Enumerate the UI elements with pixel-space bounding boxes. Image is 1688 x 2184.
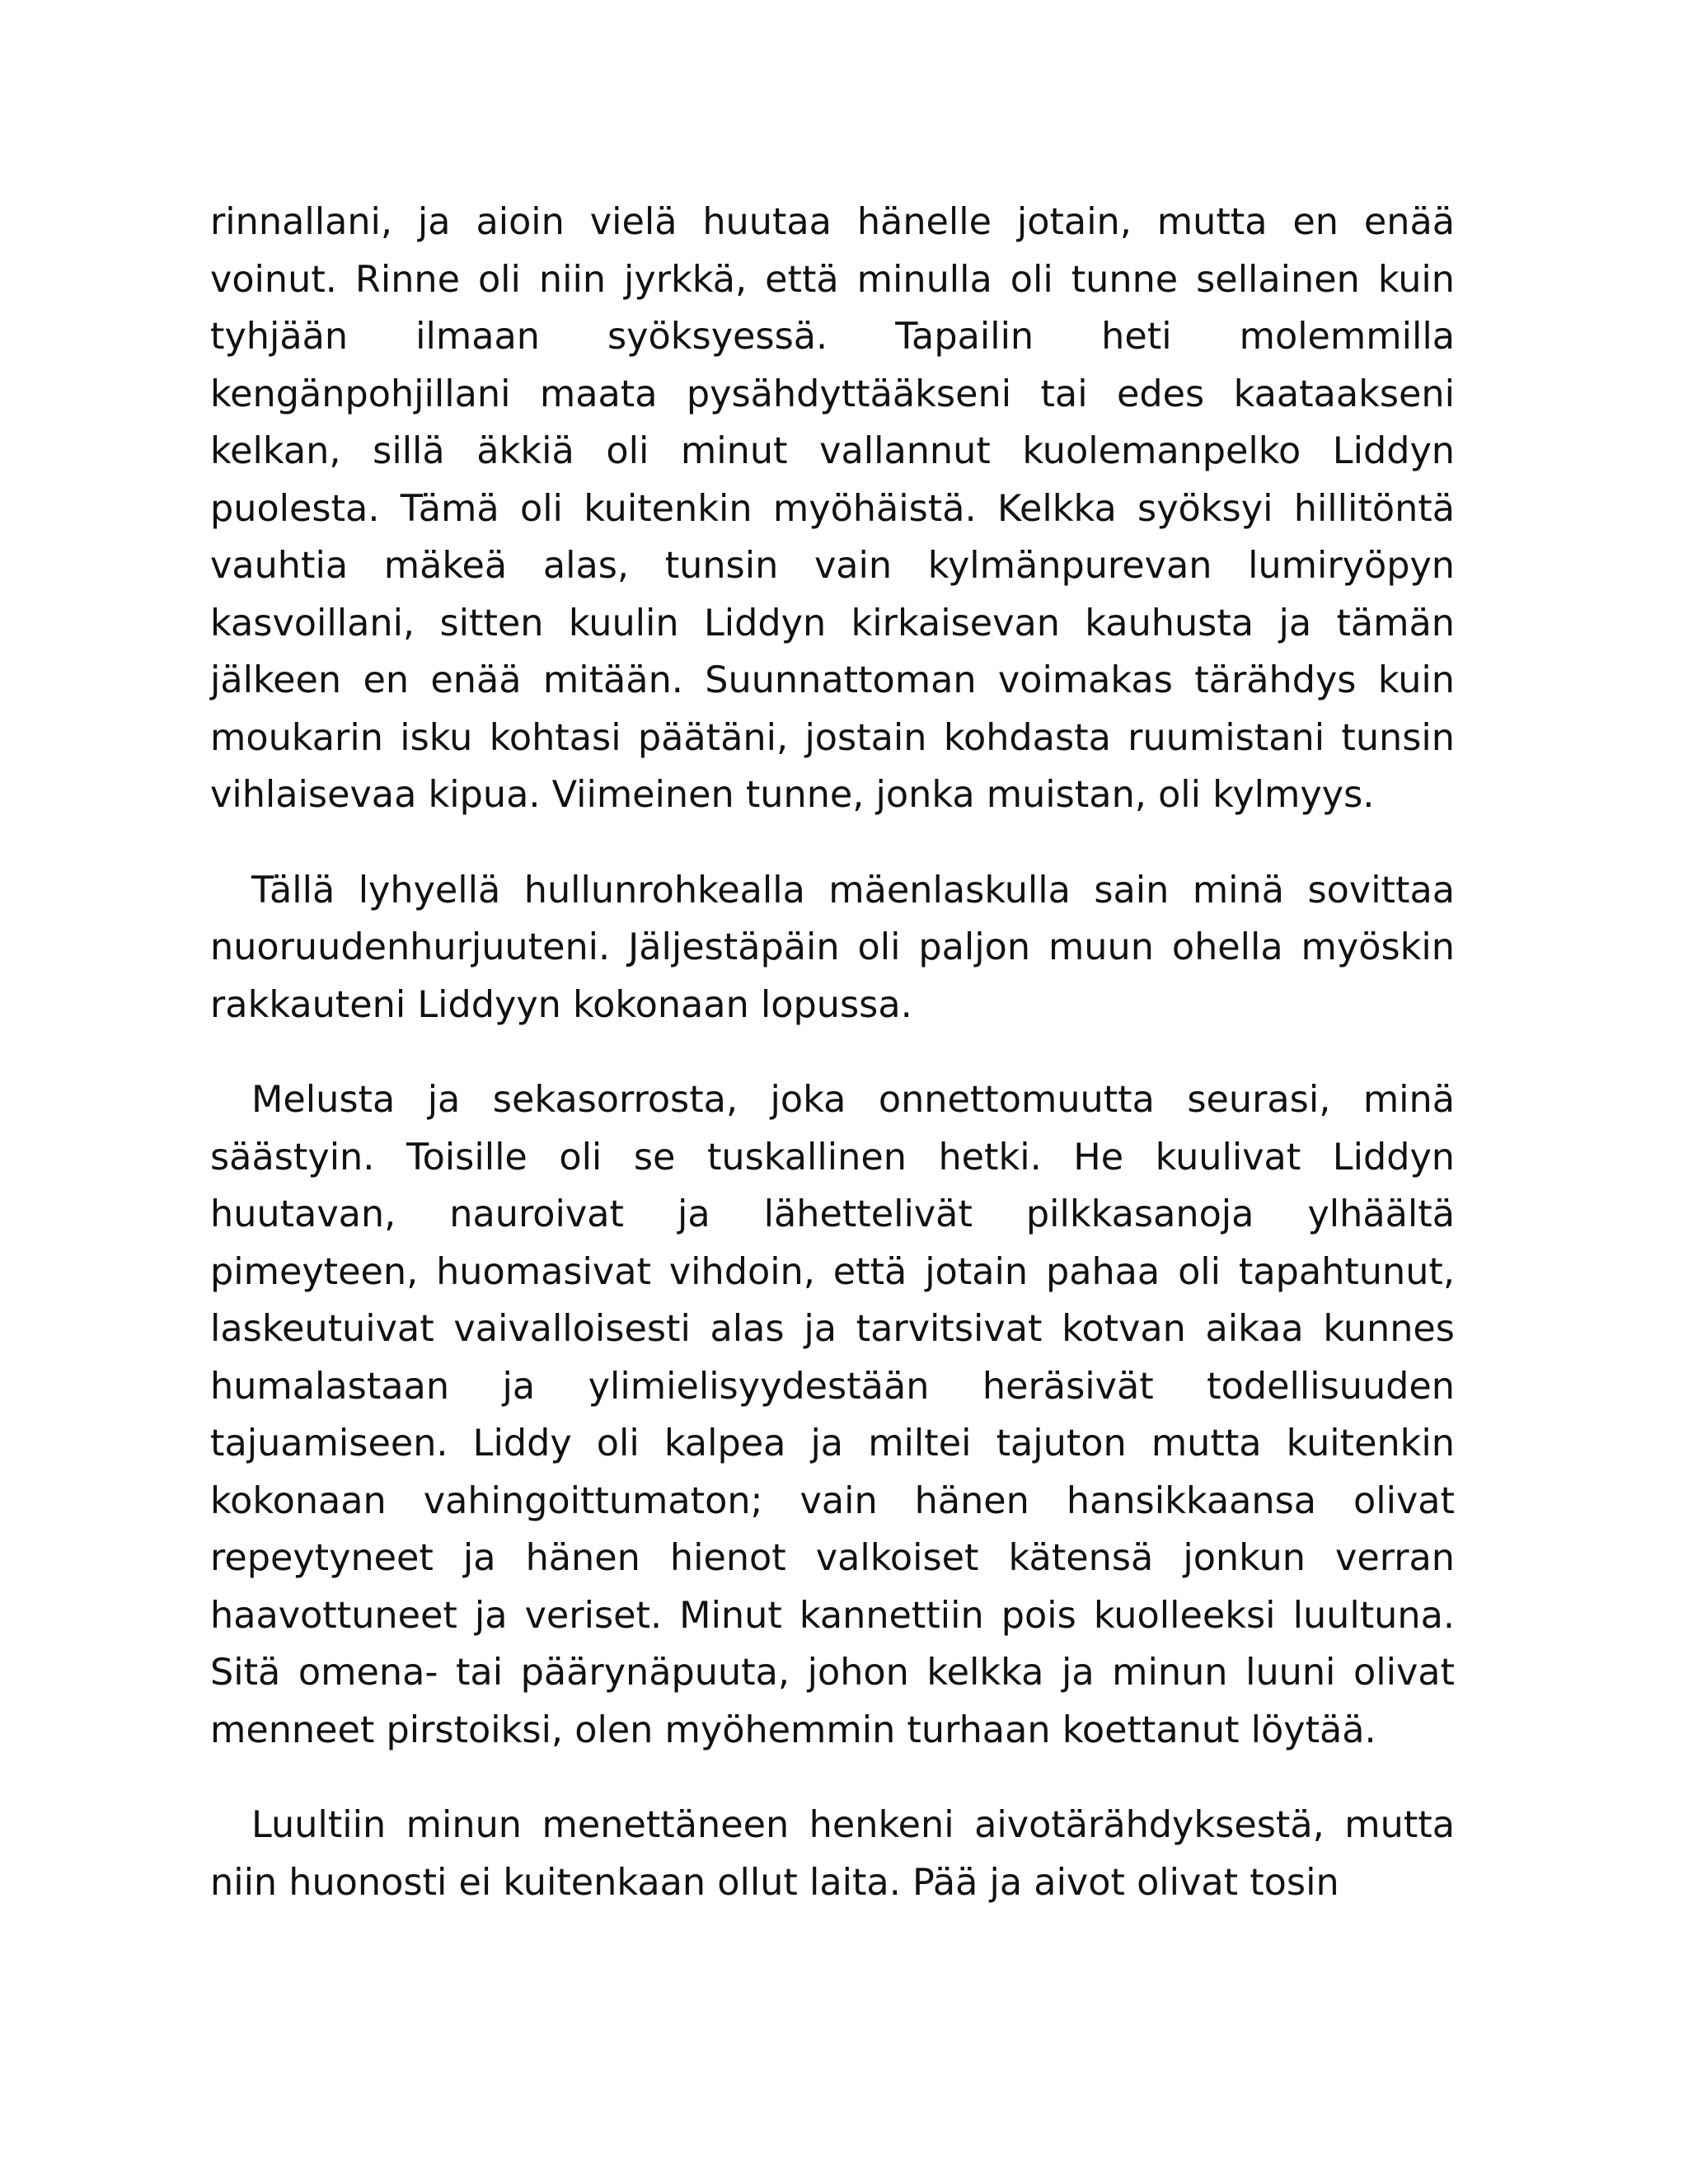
paragraph-3: Melusta ja sekasorrosta, joka onnettomuutta seurasi, minä säästyin. Toisille oli se tuskallinen hetki. He kuulivat Liddyn huutavan, nauroivat ja lähettelivät pilkkasanoja ylhäältä pimeyteen, huomasivat vihdoin, että jotain pahaa oli tapahtunut, laskeutuivat vaivalloisesti alas ja tarvitsivat kotvan aikaa kunnes humalastaan ja ylimielisyydestään heräsivät todellisuuden tajuamiseen. Liddy oli kalpea ja miltei tajuton mutta kuitenkin kokonaan vahingoittumaton; vain hänen hansikkaansa olivat repeytyneet ja hänen hienot valkoiset kätensä jonkun verran haavottuneet ja veriset. Minut kannettiin pois kuolleeksi luultuna. Sitä omena- tai päärynäpuuta, johon kelkka ja minun luuni olivat menneet pirstoiksi, olen myöhemmin turhaan koettanut löytää. — [210, 1079, 1455, 1751]
body-text — [210, 194, 1455, 1911]
paragraph-1: rinnallani, ja aioin vielä huutaa hänelle jotain, mutta en enää voinut. Rinne oli niin jyrkkä, että minulla oli tunne sellainen kuin tyhjään ilmaan syöksyessä. Tapailin heti molemmilla kengänpohjillani maata pysähdyttääkseni tai edes kaataakseni kelkan, sillä äkkiä oli minut vallannut kuolemanpelko Liddyn puolesta. Tämä oli kuitenkin myöhäistä. Kelkka syöksyi hillitöntä vauhtia mäkeä alas, tunsin vain kylmänpurevan lumiryöpyn kasvoillani, sitten kuulin Liddyn kirkaisevan kauhusta ja tämän jälkeen en enää mitään. Suunnattoman voimakas tärähdys kuin moukarin isku kohtasi päätäni, jostain kohdasta ruumistani tunsin vihlaisevaa kipua. Viimeinen tunne, jonka muistan, oli kylmyys. — [210, 201, 1455, 816]
paragraph-2: Tällä lyhyellä hullunrohkealla mäenlaskulla sain minä sovittaa nuoruudenhurjuuteni. Jäljestäpäin oli paljon muun ohella myöskin rakkauteni Liddyyn kokonaan lopussa. — [210, 869, 1455, 1026]
paragraph-4: Luultiin minun menettäneen henkeni aivotärähdyksestä, mutta niin huonosti ei kuitenkaan ollut laita. Pää ja aivot olivat tosin — [210, 1804, 1455, 1904]
